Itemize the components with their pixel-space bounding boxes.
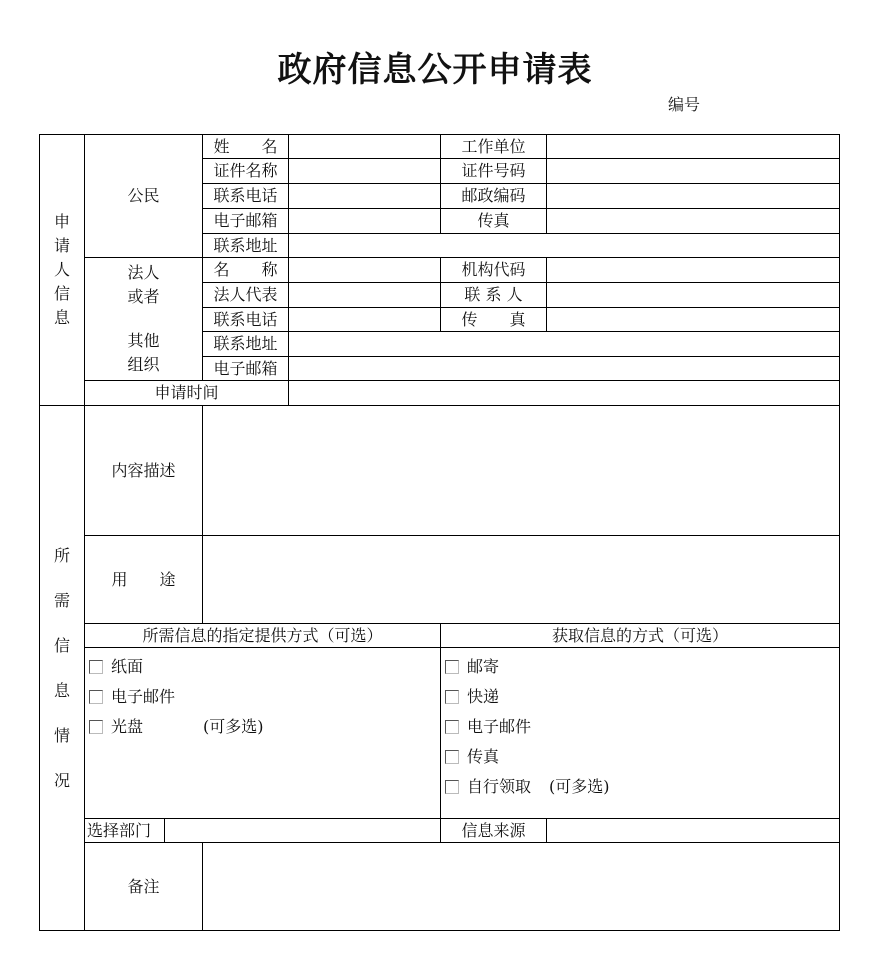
checkbox-icon[interactable] (445, 720, 459, 734)
dept-label: 选择部门 (85, 819, 165, 843)
work-unit-label: 工作单位 (441, 135, 547, 159)
serial-number-label: 编号 (668, 95, 701, 114)
checkbox-icon[interactable] (89, 690, 103, 704)
org-code-field[interactable] (547, 258, 840, 283)
work-unit-field[interactable] (547, 135, 840, 159)
checkbox-icon[interactable] (89, 720, 103, 734)
org-email-label: 电子邮箱 (203, 357, 289, 381)
obtain-option-mail[interactable]: 邮寄 (445, 652, 835, 682)
content-desc-field[interactable] (203, 406, 840, 536)
form-title: 政府信息公开申请表 (277, 50, 593, 90)
citizen-fax-field[interactable] (547, 209, 840, 234)
org-fax-label: 传 真 (441, 308, 547, 332)
citizen-fax-label: 传真 (441, 209, 547, 234)
org-label-top: 法人 或者 (127, 263, 160, 306)
provide-method-options (85, 648, 441, 819)
obtain-method-header: 获取信息的方式（可选） (441, 624, 840, 648)
remarks-field[interactable] (203, 843, 840, 931)
citizen-name-label: 姓 名 (203, 135, 289, 159)
id-number-field[interactable] (547, 159, 840, 184)
org-code-label: 机构代码 (441, 258, 547, 283)
source-field[interactable] (547, 819, 840, 843)
citizen-address-label: 联系地址 (203, 234, 289, 258)
contact-person-field[interactable] (547, 283, 840, 308)
id-type-label: 证件名称 (203, 159, 289, 184)
apply-time-field[interactable] (289, 381, 840, 406)
postcode-label: 邮政编码 (441, 184, 547, 209)
citizen-email-field[interactable] (289, 209, 441, 234)
org-name-field[interactable] (289, 258, 441, 283)
org-label-bottom: 其他 组织 (127, 331, 160, 374)
contact-person-label: 联 系 人 (441, 283, 547, 308)
org-phone-field[interactable] (289, 308, 441, 332)
citizen-name-field[interactable] (289, 135, 441, 159)
obtain-multi-note: (可多选) (549, 777, 610, 796)
checkbox-icon[interactable] (89, 660, 103, 674)
obtain-option-self-pickup[interactable]: 自行领取 (可多选) (445, 772, 835, 802)
org-address-label: 联系地址 (203, 332, 289, 357)
citizen-address-field[interactable] (289, 234, 840, 258)
org-name-label: 名 称 (203, 258, 289, 283)
legal-rep-label: 法人代表 (203, 283, 289, 308)
obtain-option-email[interactable]: 电子邮件 (445, 712, 835, 742)
provide-method-header: 所需信息的指定提供方式（可选） (85, 624, 441, 648)
id-number-label: 证件号码 (441, 159, 547, 184)
provide-option-paper[interactable]: 纸面 (89, 652, 436, 682)
applicant-section-label: 申请人信息 (40, 135, 85, 406)
content-desc-label: 内容描述 (85, 406, 203, 536)
citizen-label: 公民 (85, 135, 203, 258)
provide-option-email[interactable]: 电子邮件 (89, 682, 436, 712)
info-section-label: 所需信息情况 (40, 406, 85, 931)
citizen-phone-label: 联系电话 (203, 184, 289, 209)
id-type-field[interactable] (289, 159, 441, 184)
checkbox-icon[interactable] (445, 750, 459, 764)
org-address-field[interactable] (289, 332, 840, 357)
purpose-field[interactable] (203, 536, 840, 624)
provide-option-disc[interactable]: 光盘 (可多选) (89, 712, 436, 742)
checkbox-icon[interactable] (445, 690, 459, 704)
checkbox-icon[interactable] (445, 780, 459, 794)
provide-multi-note: (可多选) (203, 717, 264, 736)
obtain-option-express[interactable]: 快递 (445, 682, 835, 712)
source-label: 信息来源 (441, 819, 547, 843)
org-fax-field[interactable] (547, 308, 840, 332)
postcode-field[interactable] (547, 184, 840, 209)
purpose-label: 用 途 (85, 536, 203, 624)
obtain-method-options (441, 648, 840, 819)
citizen-email-label: 电子邮箱 (203, 209, 289, 234)
citizen-phone-field[interactable] (289, 184, 441, 209)
dept-field[interactable] (165, 819, 441, 843)
remarks-label: 备注 (85, 843, 203, 931)
application-form (39, 134, 840, 931)
org-label (85, 258, 203, 381)
legal-rep-field[interactable] (289, 283, 441, 308)
obtain-option-fax[interactable]: 传真 (445, 742, 835, 772)
org-email-field[interactable] (289, 357, 840, 381)
checkbox-icon[interactable] (445, 660, 459, 674)
org-phone-label: 联系电话 (203, 308, 289, 332)
apply-time-label: 申请时间 (85, 381, 289, 406)
